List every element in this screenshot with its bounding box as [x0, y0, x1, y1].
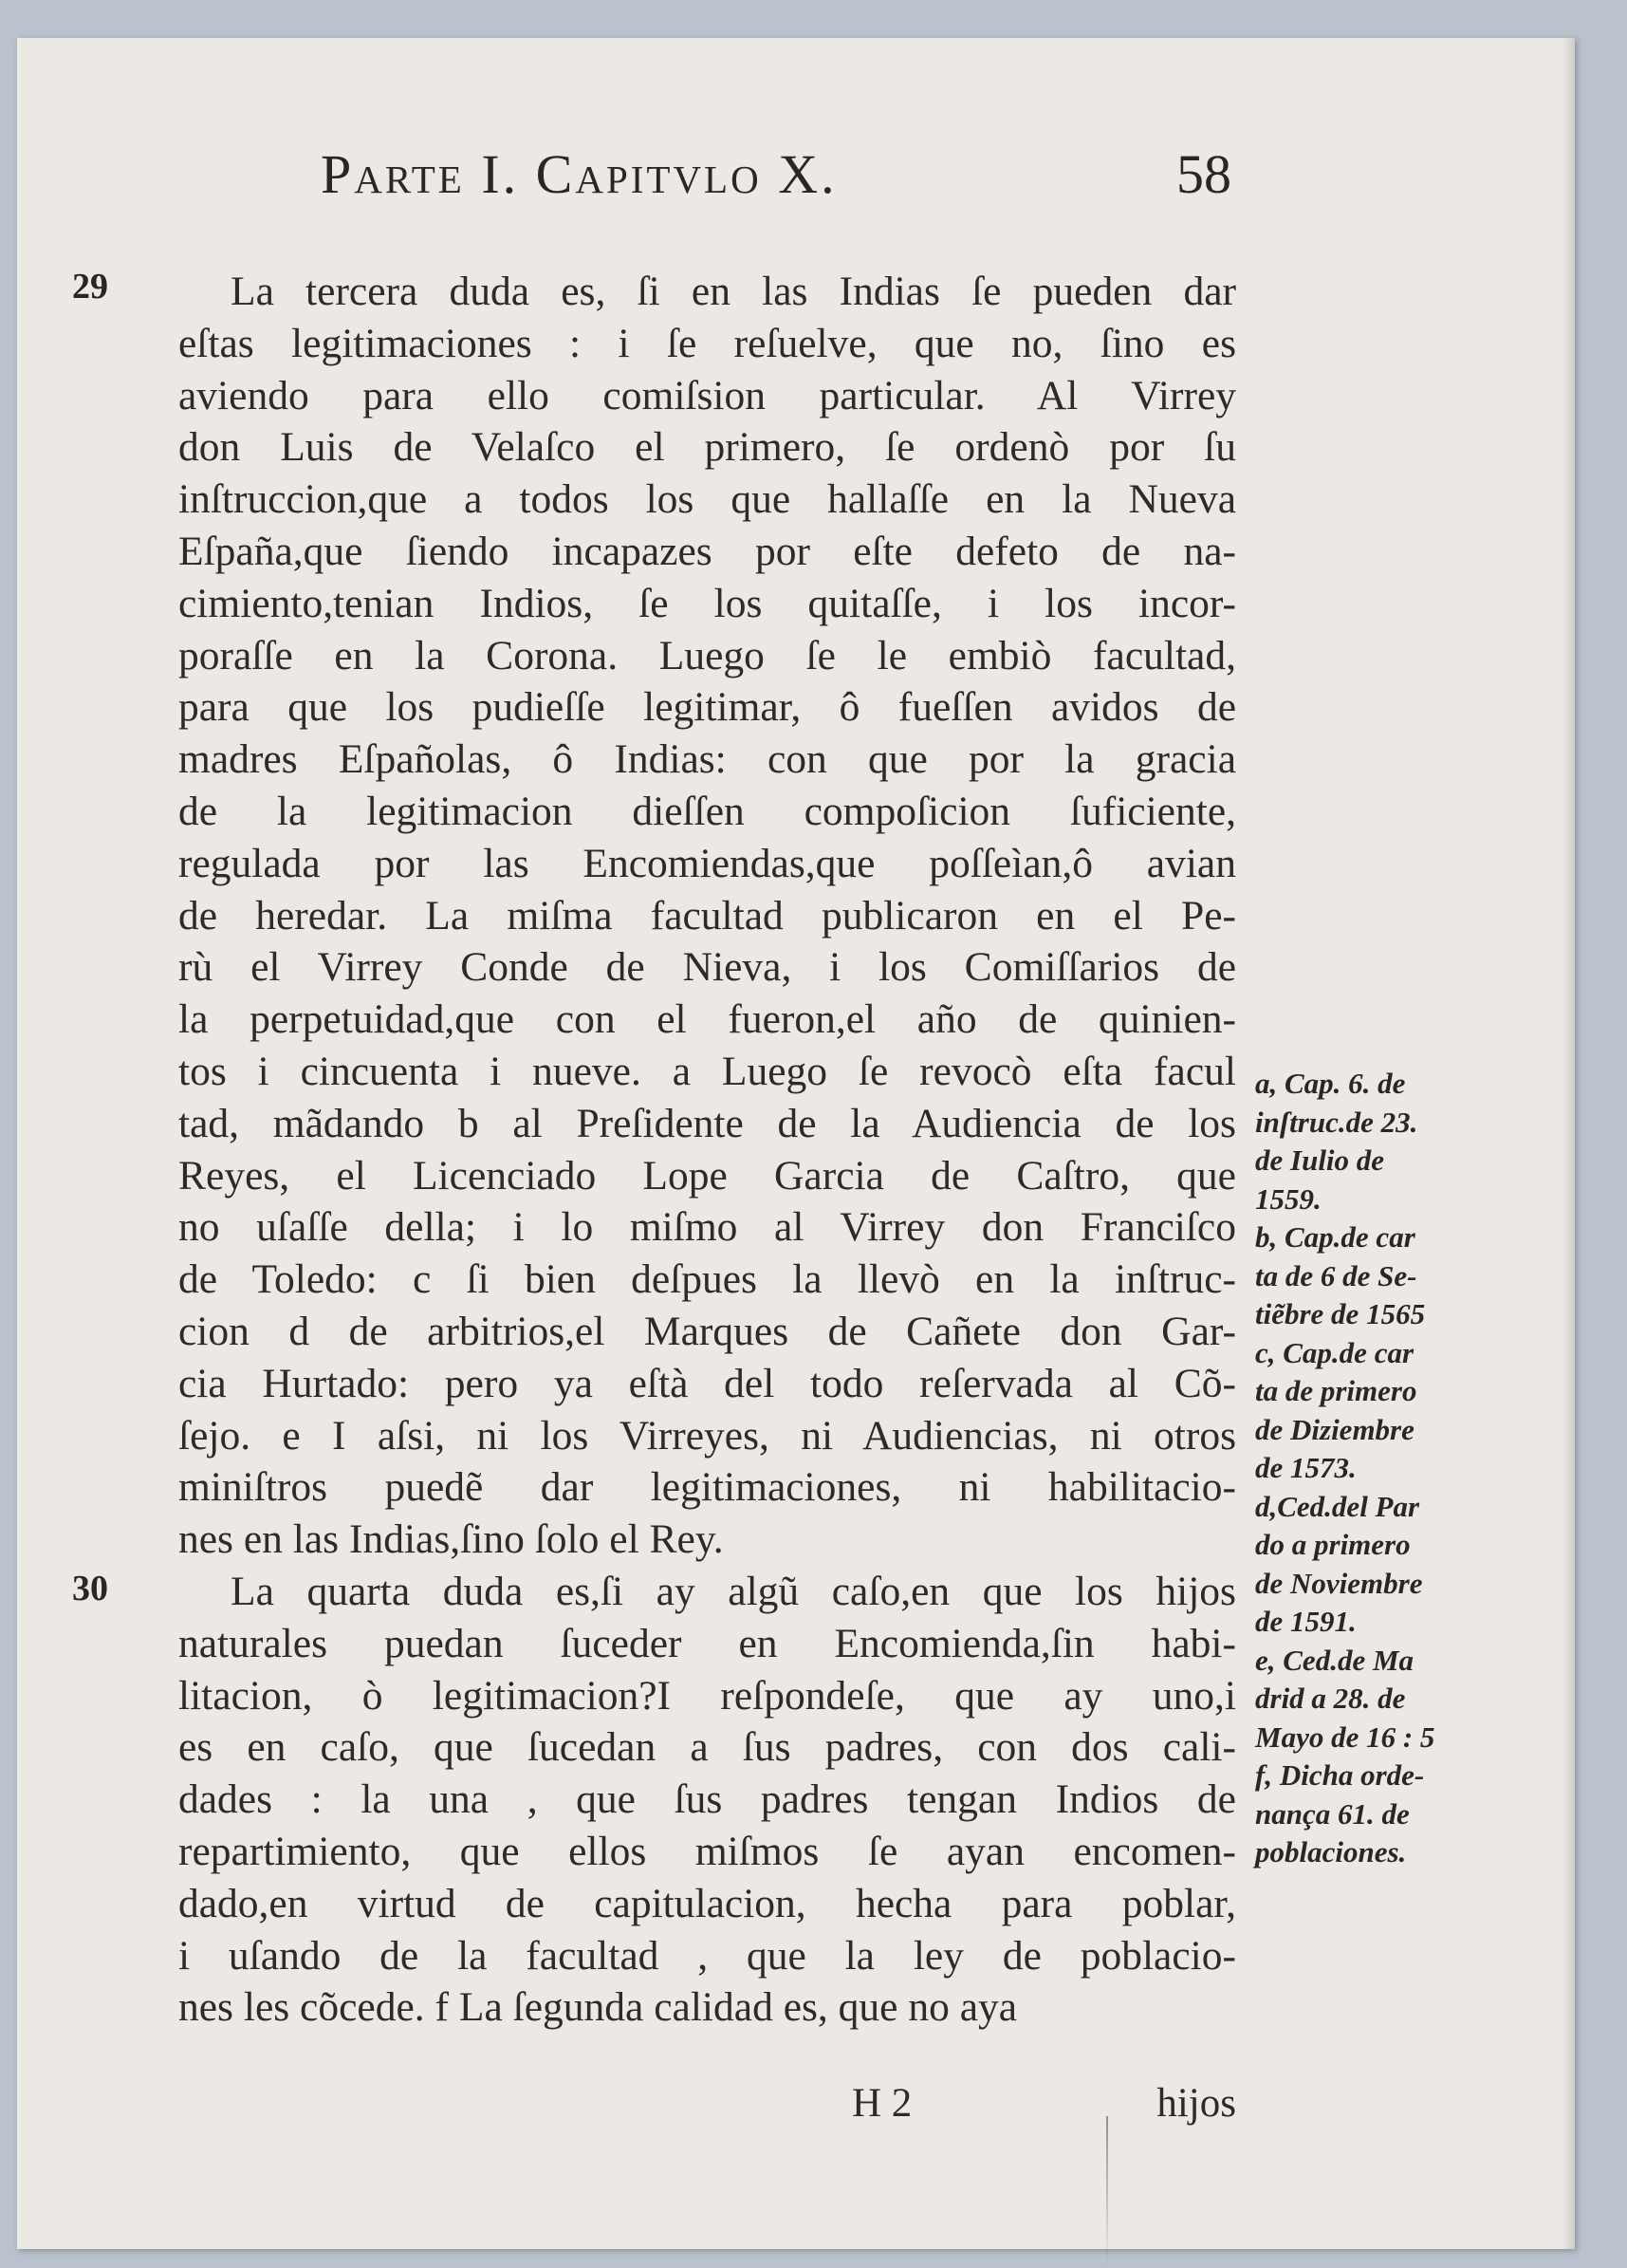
- marginal-note: [1255, 1642, 1530, 1757]
- paragraph-number: 30: [72, 1569, 108, 1608]
- text-line: don Luis de Velaſco el primero, ſe ordenò por ſu: [178, 424, 1236, 471]
- text-line: cimiento,tenian Indios, ſe los quitaſſe, i los incor-: [178, 580, 1236, 626]
- marginal-note: [1255, 1218, 1530, 1334]
- marginal-note-line: de Noviembre: [1255, 1566, 1423, 1600]
- text-line: de Toledo: c ſi bien deſpues la llevò en la inſtruc-: [178, 1256, 1236, 1303]
- text-line: i uſando de la facultad , que la ley de poblacio-: [178, 1932, 1236, 1979]
- marginal-note-line: b, Cap.de car: [1255, 1220, 1415, 1254]
- marginal-note-line: ta de primero: [1255, 1374, 1417, 1407]
- main-text-block: [178, 266, 1236, 2034]
- marginal-note-line: e, Ced.de Ma: [1255, 1643, 1414, 1677]
- text-line: madres Eſpañolas, ô Indias: con que por la gracia: [178, 736, 1236, 783]
- signature-mark: H 2: [852, 2081, 913, 2126]
- text-line: es en caſo, que ſucedan a ſus padres, con dos cali-: [178, 1724, 1236, 1771]
- book-page: [17, 38, 1575, 2249]
- marginal-note-line: tiẽbre de 1565: [1255, 1297, 1426, 1330]
- text-line: nes les cõcede. f La ſegunda calidad es, que no aya: [178, 1984, 1018, 2031]
- marginal-note-line: f, Dicha orde-: [1255, 1758, 1425, 1792]
- text-line: rù el Virrey Conde de Nieva, i los Comiſſarios de: [178, 944, 1236, 991]
- marginal-note-line: de 1591.: [1255, 1605, 1357, 1638]
- text-line: tos i cincuenta i nueve. a Luego ſe revocò eſta facul: [178, 1048, 1236, 1094]
- text-line: La quarta duda es,ſi ay algũ caſo,en que los hijos: [231, 1568, 1236, 1614]
- text-line: inſtruccion,que a todos los que hallaſſe en la Nueva: [178, 476, 1236, 523]
- marginal-note: [1255, 1757, 1530, 1872]
- marginal-note-line: Mayo de 16 : 5: [1255, 1720, 1435, 1754]
- catchword: hijos: [1156, 2081, 1236, 2126]
- marginal-note-line: nança 61. de: [1255, 1796, 1410, 1831]
- text-line: ſejo. e I aſsi, ni los Virreyes, ni Audiencias, ni otros: [178, 1412, 1236, 1459]
- marginal-note-line: do a primero: [1255, 1528, 1411, 1561]
- marginal-note-line: a, Cap. 6. de: [1255, 1067, 1406, 1100]
- text-line: la perpetuidad,que con el fueron,el año de quinien-: [178, 996, 1236, 1043]
- text-line: eſtas legitimaciones : i ſe reſuelve, que no, ſino es: [178, 320, 1236, 366]
- marginal-notes: [1255, 1065, 1530, 1872]
- text-line: no uſaſſe della; i lo miſmo al Virrey don Franciſco: [178, 1204, 1236, 1251]
- text-line: nes en las Indias,ſino ſolo el Rey.: [178, 1516, 724, 1563]
- text-line: Eſpaña,que ſiendo incapazes por eſte defeto de na-: [178, 528, 1236, 574]
- marginal-note-line: inſtruc.de 23.: [1255, 1105, 1418, 1139]
- text-line: litacion, ò legitimacion?I reſpondeſe, que ay uno,i: [178, 1672, 1236, 1719]
- text-line: cion d de arbitrios,el Marques de Cañete don Gar-: [178, 1308, 1236, 1354]
- marginal-note-line: 1559.: [1255, 1181, 1322, 1216]
- marginal-note: [1255, 1065, 1530, 1218]
- text-line: aviendo para ello comiſsion particular. Al Virrey: [178, 372, 1236, 418]
- marginal-note-line: d,Ced.del Par: [1255, 1489, 1420, 1523]
- text-line: La tercera duda es, ſi en las Indias ſe pueden dar: [231, 269, 1236, 314]
- text-line: repartimiento, que ellos miſmos ſe ayan encomen-: [178, 1828, 1236, 1874]
- page-number: 58: [1176, 143, 1231, 205]
- text-line: regulada por las Encomiendas,que poſſeìan,ô avian: [178, 840, 1236, 886]
- text-line: Reyes, el Licenciado Lope Garcia de Caſtro, que: [178, 1152, 1236, 1199]
- text-line: dado,en virtud de capitulacion, hecha para poblar,: [178, 1880, 1236, 1926]
- catchline: [852, 2080, 1236, 2127]
- text-line: dades : la una , que ſus padres tengan Indios de: [178, 1776, 1236, 1823]
- marginal-note-line: de Diziembre: [1255, 1412, 1414, 1446]
- running-head-title: Parte I. Capitvlo X.: [321, 143, 838, 205]
- marginal-note-line: de Iulio de: [1255, 1143, 1385, 1177]
- marginal-note-line: de 1573.: [1255, 1451, 1357, 1484]
- text-line: cia Hurtado: pero ya eſtà del todo reſervada al Cõ-: [178, 1360, 1236, 1406]
- text-line: de la legitimacion dieſſen compoſicion ſuficiente,: [178, 788, 1236, 834]
- text-line: miniſtros puedẽ dar legitimaciones, ni habilitacio-: [178, 1464, 1236, 1511]
- running-head: [321, 142, 1231, 206]
- paragraph-number: 29: [72, 267, 108, 307]
- text-line: para que los pudieſſe legitimar, ô fueſſen avidos de: [178, 684, 1236, 731]
- marginal-note-line: drid a 28. de: [1255, 1682, 1406, 1715]
- page-crease: [1106, 2116, 1108, 2268]
- marginal-note: [1255, 1334, 1530, 1488]
- marginal-note-line: c, Cap.de car: [1255, 1335, 1414, 1369]
- marginal-note: [1255, 1488, 1530, 1642]
- text-line: de heredar. La miſma facultad publicaron en el Pe-: [178, 892, 1236, 939]
- marginal-note-line: poblaciones.: [1255, 1835, 1407, 1868]
- text-line: poraſſe en la Corona. Luego ſe le embiò facultad,: [178, 632, 1236, 679]
- marginal-note-line: ta de 6 de Se-: [1255, 1258, 1417, 1292]
- text-line: tad, mãdando b al Preſidente de la Audiencia de los: [178, 1100, 1236, 1146]
- text-line: naturales puedan ſuceder en Encomienda,ſin habi-: [178, 1620, 1236, 1666]
